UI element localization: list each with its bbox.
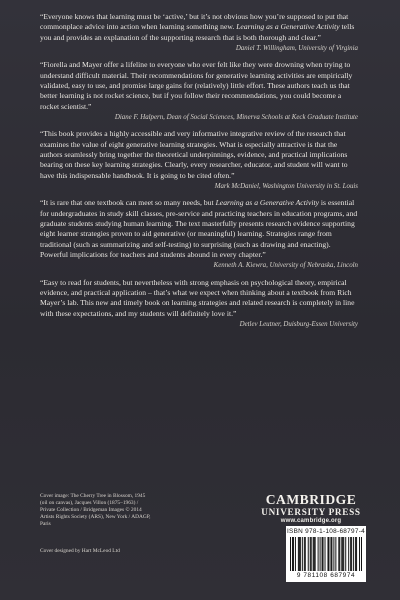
endorsement (40, 278, 358, 330)
quote-fragment: “Easy to read for students, but nevertheless with strong emphasis on psychological theory, empirical evidence, and practical application – that’s what we expect when thinking about a textbook from Rich Mayer’s lab. This new and timely book on learning strategies and related research is completely in line with these expectations, and my students will definitely love it.” (40, 277, 355, 318)
endorsements (40, 12, 358, 336)
endorsement (40, 198, 358, 270)
barcode-bars (290, 537, 362, 571)
endorsement (40, 60, 358, 122)
quote-fragment: is essential for undergraduates in study skill classes, pre-service and practicing teachers in education programs, and graduate students studying human learning. The text masterfully presents research evidence supporting eight learner strategies proven to aid generative (or meaningful) learning. Strategies range from traditional (such as summarizing and self-testing) to surprising (such as drawing and enacting). Powerful implications for teachers and students abound in every chapter.” (40, 198, 358, 259)
quote-fragment: “This book provides a highly accessible and very informative integrative review of the research that examines the value of eight generative learning strategies. What is especially attractive is that the authors seamlessly bring together the theoretical underpinnings, evidence, and practical implications bearing on these key learning strategies. Clearly, every researcher, educator, and student will want to have this indispensable handbook. It is going to be cited often.” (40, 129, 348, 180)
publisher-block (255, 493, 367, 526)
publisher-name: CAMBRIDGE (265, 492, 357, 507)
publisher-url: www.cambridge.org (280, 518, 342, 524)
book-title: Learning as a Generative Activity (215, 198, 319, 208)
quote-fragment: “Everyone knows that learning must be ‘active,’ but it’s not obvious how you’re supposed to put that commonplace advice into action when learning something new. (40, 12, 349, 32)
endorsement (40, 12, 358, 53)
endorsement-attribution: Mark McDaniel, Washington University in St. Louis (214, 182, 358, 190)
isbn-label: ISBN 978-1-108-68797-4 (286, 528, 365, 535)
endorsement-attribution: Detlev Leutner, Duisburg-Essen University (239, 320, 358, 328)
endorsement-attribution: Diane F. Halpern, Dean of Social Sciences, Minerva Schools at Keck Graduate Institute (114, 113, 358, 121)
quote-fragment: “Fiorella and Mayer offer a lifeline to everyone who ever felt like they were drowning when trying to understand difficult material. Their recommendations for generative learning activities are empirically validated, easy to use, and promise large gains for (relatively) little effort. These authors teach us that better learning is not rocket science, but if you follow their recommendations, you could become a rocket scientist.” (40, 60, 353, 111)
endorsement-text (40, 278, 358, 319)
quote-fragment: tells you and provides an explanation of the supporting research that is both thorough and clear.” (40, 22, 355, 42)
endorsement (40, 129, 358, 191)
endorsement-attribution: Kenneth A. Kiewra, University of Nebraska, Lincoln (213, 262, 358, 270)
endorsement-attribution: Daniel T. Willingham, University of Virginia (235, 44, 358, 52)
endorsement-text (40, 129, 358, 180)
endorsement-text (40, 60, 358, 111)
barcode-digits: 9 781108 687974 (296, 572, 356, 579)
cover-designer-credit: Cover designed by Hart McLeod Ltd (40, 548, 120, 554)
cover-image-credit: Cover image: The Cherry Tree in Blossom, 1945 (oil on canvas), Jacques Villon (1875–1963) / Private Collection / Bridgeman Images © 2014 Artists Rights Society (ARS), New York / ADAGP, Paris (40, 493, 151, 528)
quote-fragment: “It is rare that one textbook can meet so many needs, but (40, 198, 216, 208)
isbn-barcode (286, 526, 366, 582)
book-title: Learning as a Generative Activity (236, 22, 340, 32)
publisher-subtitle: UNIVERSITY PRESS (261, 507, 361, 517)
endorsement-text (40, 198, 358, 260)
endorsement-text (40, 12, 358, 43)
